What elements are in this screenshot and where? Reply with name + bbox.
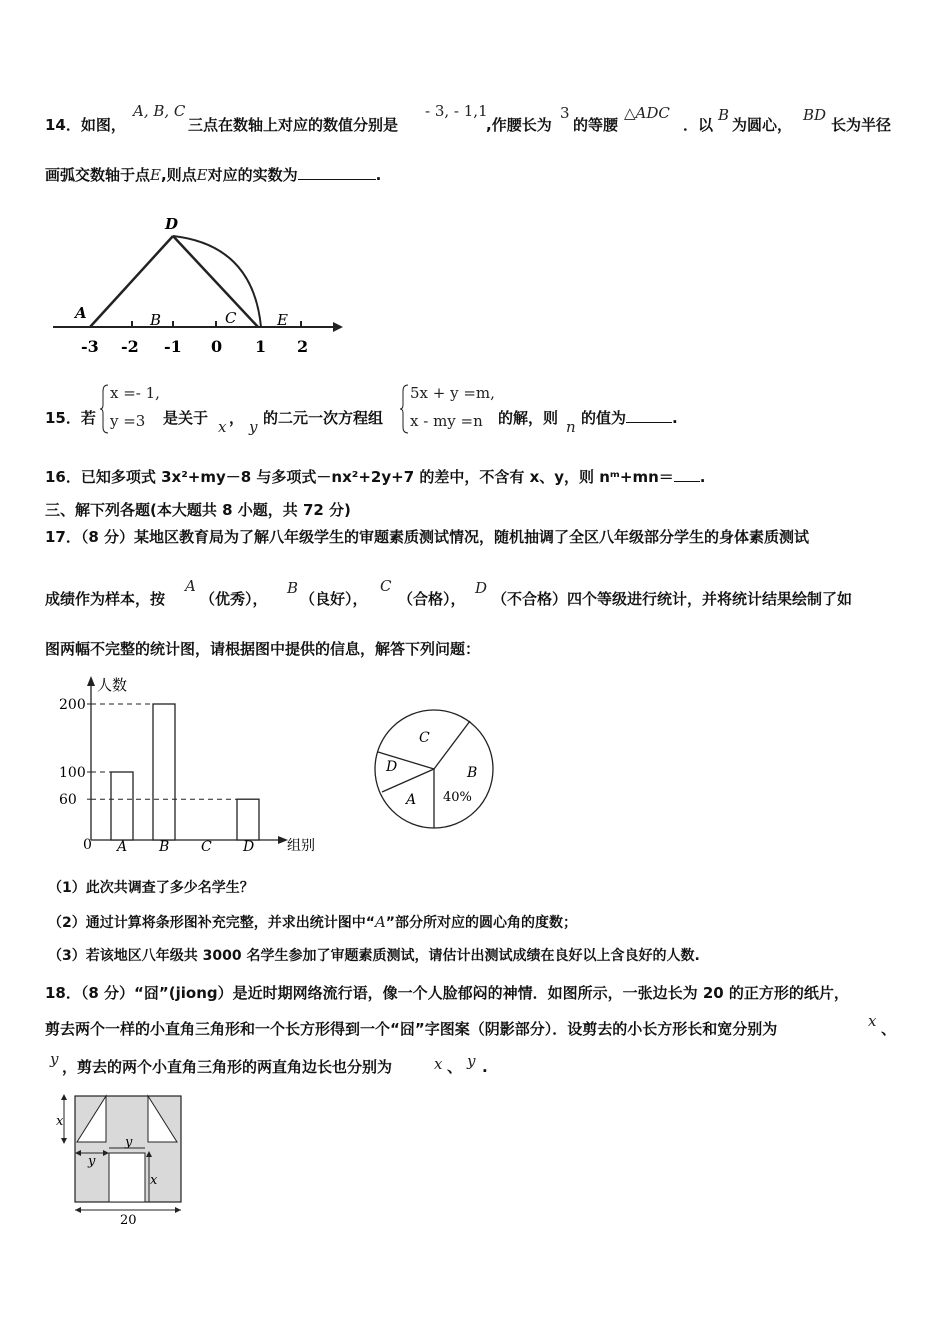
pie-slice-c-label: C xyxy=(419,730,430,746)
q18-var-y2: y xyxy=(467,1052,476,1070)
pie-chart xyxy=(370,703,500,833)
bar-category-label-d: D xyxy=(243,839,255,855)
q14-values: - 3, - 1,1 xyxy=(425,102,488,120)
q18-var-y: y xyxy=(50,1050,59,1068)
q14-period: . xyxy=(375,166,382,184)
q15-sys2-line2: x - my =n xyxy=(410,412,483,430)
fig18-side-label: 20 xyxy=(120,1213,137,1228)
q15-text1: 是关于 xyxy=(163,409,209,427)
bar-chart-ylabel: 人数 xyxy=(97,676,128,694)
bar-ytick-200: 200 xyxy=(59,697,86,713)
q15-comma: ， xyxy=(229,409,245,427)
q14-radius: BD xyxy=(803,106,827,124)
q18-var-x2: x xyxy=(434,1055,443,1073)
bar-a xyxy=(111,772,133,840)
axis-arrow-icon xyxy=(333,322,343,332)
q17-line3: 图两幅不完整的统计图，请根据图中提供的信息，解答下列问题： xyxy=(45,640,481,658)
pie-slice-a-label: A xyxy=(406,792,417,808)
tick-label-2: 2 xyxy=(297,337,309,356)
cut-rectangle xyxy=(109,1153,145,1202)
q15-sys1-line2: y =3 xyxy=(110,412,146,430)
jiong-figure xyxy=(50,1090,190,1230)
fig18-label-x2: x xyxy=(150,1173,158,1188)
q14-text6: 长为半径 xyxy=(831,116,892,134)
label-d: D xyxy=(165,215,179,233)
q17-sub2-text-a: （2）通过计算将条形图补充完整，并求出统计图中“ xyxy=(48,915,375,931)
label-c: C xyxy=(225,309,237,327)
bar-category-label-c: C xyxy=(201,839,212,855)
fig18-label-x: x xyxy=(56,1114,64,1129)
q14-number: 14．如图， xyxy=(45,116,126,134)
q14-line2-text-a: 画弧交数轴于点 xyxy=(45,166,151,184)
tick-label-neg2: -2 xyxy=(121,337,139,356)
q15-text2: 的二元一次方程组 xyxy=(263,409,384,427)
bar-category-label-b: B xyxy=(159,839,170,855)
q14-text3: 的等腰 xyxy=(573,116,619,134)
q15-var-x: x xyxy=(218,418,227,436)
q18-period: . xyxy=(482,1058,488,1076)
q17-grade-b: B xyxy=(287,579,299,597)
q14-line2 xyxy=(45,165,381,185)
q15-var-y: y xyxy=(249,418,258,436)
q17-grade-d: D xyxy=(475,579,488,597)
q18-line3: ，剪去的两个小直角三角形的两直角边长也分别为 xyxy=(62,1058,393,1076)
q17-sub3: （3）若该地区八年级共 3000 名学生参加了审题素质测试，请估计出测试成绩在良好以上含良好的人数. xyxy=(48,948,700,964)
tick-label-0: 0 xyxy=(211,337,223,356)
q17-line2-e: （不合格）四个等级进行统计，并将统计结果绘制了如 xyxy=(492,590,853,608)
bar-category-label-a: A xyxy=(117,839,128,855)
q14-line1 xyxy=(45,115,126,135)
section-3-heading: 三、解下列各题(本大题共 8 小题，共 72 分) xyxy=(45,501,351,519)
q17-line2-b: （优秀）， xyxy=(200,590,268,608)
bar-d xyxy=(237,799,259,840)
q15-sys1-line1: x =- 1, xyxy=(110,384,160,402)
q14-text4: ．以 xyxy=(683,116,714,134)
tick-label-neg3: -3 xyxy=(81,337,99,356)
q18-line1: 18．（8 分）“囧”(jiong）是近时期网络流行语，像一个人脸郁闷的神情．如图所示，一张边长为 20 的正方形的纸片， xyxy=(45,984,849,1002)
q14-text1: 三点在数轴上对应的数值分别是 xyxy=(188,116,399,134)
q17-line2-c: （良好）， xyxy=(300,590,368,608)
bar-b xyxy=(153,704,175,840)
fig18-label-y: y xyxy=(88,1154,96,1169)
q18-var-x: x xyxy=(868,1012,877,1030)
q16-line xyxy=(45,467,705,487)
q18-separator2: 、 xyxy=(447,1058,463,1076)
pie-slice-b-label: B xyxy=(467,765,478,781)
q14-triangle: △ADC xyxy=(624,104,670,122)
q17-grade-a: A xyxy=(185,577,196,595)
pie-slice-b-percent: 40% xyxy=(443,790,472,805)
q17-line1: 17．（8 分）某地区教育局为了解八年级学生的审题素质测试情况，随机抽调了全区八年级部分学生的身体素质测试 xyxy=(45,528,810,546)
q18-line2-text: 剪去两个一样的小直角三角形和一个长方形得到一个“囧”字图案（阴影部分）．设剪去的小长方形长和宽分别为 xyxy=(45,1020,778,1038)
q14-length: 3 xyxy=(560,104,570,122)
q14-text2: ,作腰长为 xyxy=(486,116,552,134)
label-a: A xyxy=(75,304,87,322)
q17-line2-a: 成绩作为样本，按 xyxy=(45,590,166,608)
number-line-figure xyxy=(48,205,348,365)
fig18-label-y2: y xyxy=(125,1135,133,1150)
q17-sub2-grade-a: A xyxy=(374,913,386,931)
q15-answer-blank[interactable] xyxy=(626,408,672,423)
q14-line2-text-b: ,则点 xyxy=(160,166,197,184)
q14-points: A, B, C xyxy=(133,102,186,120)
q15-period: . xyxy=(672,409,678,427)
q17-sub2-text-b: ”部分所对应的圆心角的度数； xyxy=(385,915,577,931)
q14-line2-text-c: 对应的实数为 xyxy=(207,166,298,184)
q14-point-e2: E xyxy=(196,166,208,184)
q14-answer-blank[interactable] xyxy=(298,165,376,180)
q17-grade-c: C xyxy=(380,577,392,595)
q18-line2 xyxy=(45,1019,777,1039)
q17-sub1: （1）此次共调查了多少名学生？ xyxy=(48,880,254,896)
q15-text4-label: 的值为 xyxy=(581,409,627,427)
q15-var-n: n xyxy=(566,418,576,436)
bar-ytick-60: 60 xyxy=(59,792,77,809)
q14-text5: 为圆心， xyxy=(732,116,793,134)
q17-line2-d: （合格）， xyxy=(398,590,466,608)
tick-label-1: 1 xyxy=(255,337,267,356)
q16-period: . xyxy=(699,468,706,486)
y-axis-arrow-icon xyxy=(87,676,95,686)
q14-point-e: E xyxy=(150,166,161,184)
label-e: E xyxy=(277,311,288,329)
bar-chart-origin: 0 xyxy=(83,837,92,853)
q15-text4 xyxy=(581,408,678,428)
pie-slice-d-label: D xyxy=(386,759,398,775)
bar-ytick-100: 100 xyxy=(59,765,86,781)
label-b: B xyxy=(150,311,162,329)
dim-arrow-icon xyxy=(61,1094,67,1100)
q17-sub2 xyxy=(48,912,577,933)
q18-separator: 、 xyxy=(881,1020,897,1038)
dim-arrow-icon xyxy=(75,1207,81,1213)
bar-chart xyxy=(55,668,335,858)
q16-answer-blank[interactable] xyxy=(674,467,700,482)
q15-sys2-line1: 5x + y =m, xyxy=(410,384,495,402)
q14-center: B xyxy=(718,106,730,124)
dim-arrow-icon xyxy=(61,1138,67,1144)
dim-arrow-icon xyxy=(175,1207,181,1213)
q15-text3: 的解，则 xyxy=(498,409,559,427)
q15-brace2-icon xyxy=(400,383,410,435)
q15-brace1-icon xyxy=(100,383,110,435)
q16-text: 16．已知多项式 3x²+my－8 与多项式－nx²+2y+7 的差中，不含有 x、y，则 nᵐ+mn＝ xyxy=(45,468,674,486)
q15-number: 15．若 xyxy=(45,409,96,427)
bar-chart-xlabel: 组别 xyxy=(287,838,315,854)
tick-label-neg1: -1 xyxy=(164,337,182,356)
